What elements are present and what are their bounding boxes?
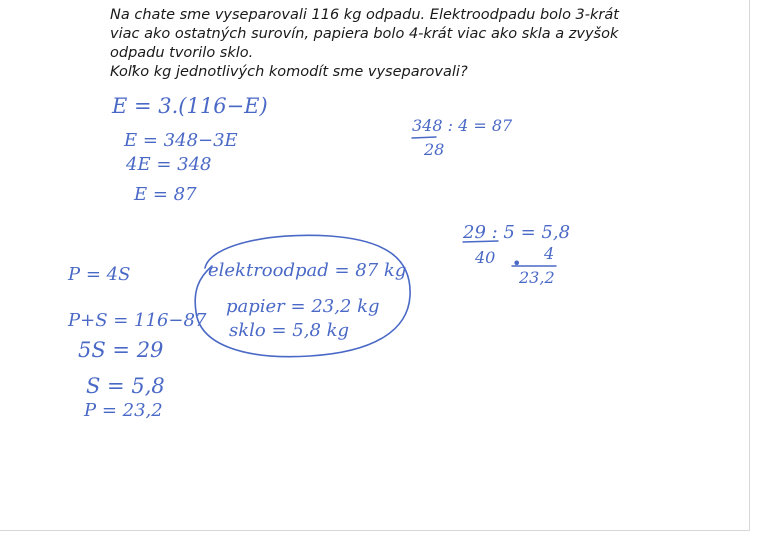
paper-equation-3: 5S = 29	[78, 338, 164, 362]
electro-equation-1: E = 3.(116−E)	[112, 94, 268, 118]
division-29-factor: 4	[544, 244, 555, 263]
paper-equation-2: P+S = 116−87	[68, 310, 207, 331]
paper-equation-5: P = 23,2	[84, 400, 163, 421]
division-348-remainder: 28	[424, 140, 445, 159]
division-29-top: 29 : 5 = 5,8	[463, 222, 571, 243]
answer-glass: sklo = 5,8 kg	[229, 320, 350, 341]
problem-question: Koľko kg jednotlivých komodít sme vyseparovali?	[110, 64, 468, 80]
answer-paper: papier = 23,2 kg	[226, 296, 380, 317]
problem-statement	[110, 6, 710, 82]
division-29-product: 23,2	[519, 268, 555, 287]
page-edge-bottom	[0, 530, 750, 531]
division-348-top: 348 : 4 = 87	[412, 116, 513, 135]
paper-equation-4: S = 5,8	[86, 374, 165, 398]
problem-line-3: odpadu tvorilo sklo.	[110, 45, 254, 61]
electro-equation-2: E = 348−3E	[124, 130, 238, 151]
division-29-remainder: 40	[475, 248, 496, 267]
problem-line-1: Na chate sme vyseparovali 116 kg odpadu. Elektroodpadu bolo 3-krát	[110, 7, 619, 23]
page-edge-right	[749, 0, 750, 530]
problem-line-2: viac ako ostatných surovín, papiera bolo 4-krát viac ako skla a zvyšok	[110, 26, 619, 42]
division-348-underline	[412, 137, 436, 138]
answer-electro: elektroodpad = 87 kg	[208, 260, 407, 281]
electro-equation-3: 4E = 348	[126, 154, 212, 175]
multiply-dot: •	[512, 254, 522, 273]
paper-equation-1: P = 4S	[68, 264, 131, 285]
electro-equation-4: E = 87	[134, 184, 197, 205]
